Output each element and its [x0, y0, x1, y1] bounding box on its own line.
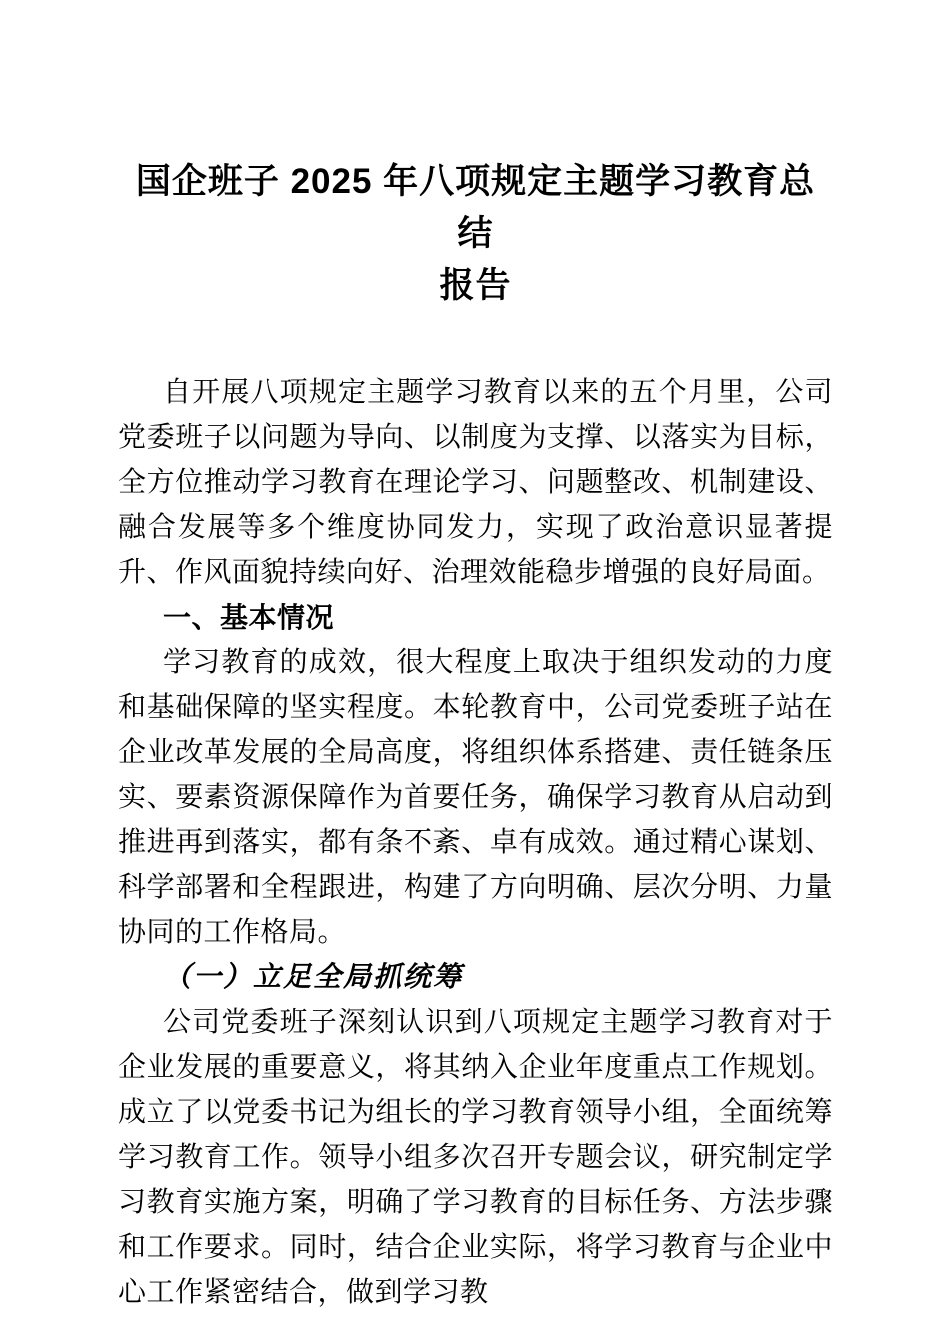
- document-content: [118, 156, 833, 1315]
- section-1-paragraph: 学习教育的成效，很大程度上取决于组织发动的力度和基础保障的坚实程度。本轮教育中，公司党委班子站在企业改革发展的全局高度，将组织体系搭建、责任链条压实、要素资源保障作为首要任务，确保学习教育从启动到推进再到落实，都有条不紊、卓有成效。通过精心谋划、科学部署和全程跟进，构建了方向明确、层次分明、力量协同的工作格局。: [118, 647, 833, 948]
- document-title: [118, 156, 833, 312]
- subsection-1-paragraph: 公司党委班子深刻认识到八项规定主题学习教育对于企业发展的重要意义，将其纳入企业年度重点工作规划。成立了以党委书记为组长的学习教育领导小组，全面统筹学习教育工作。领导小组多次召开专题会议，研究制定学习教育实施方案，明确了学习教育的目标任务、方法步骤和工作要求。同时，结合企业实际，将学习教育与企业中心工作紧密结合，做到学习教: [118, 1007, 833, 1308]
- subsection-1-heading: （一）立足全局抓统筹: [163, 962, 464, 993]
- section-1-heading: 一、基本情况: [163, 602, 335, 633]
- document-title-line2: 报告: [439, 266, 512, 305]
- document-title-line1: 国企班子 2025 年八项规定主题学习教育总结: [135, 162, 816, 253]
- intro-paragraph: 自开展八项规定主题学习教育以来的五个月里，公司党委班子以问题为导向、以制度为支撑、以落实为目标，全方位推动学习教育在理论学习、问题整改、机制建设、融合发展等多个维度协同发力，实现了政治意识显著提升、作风面貌持续向好、治理效能稳步增强的良好局面。: [118, 377, 833, 588]
